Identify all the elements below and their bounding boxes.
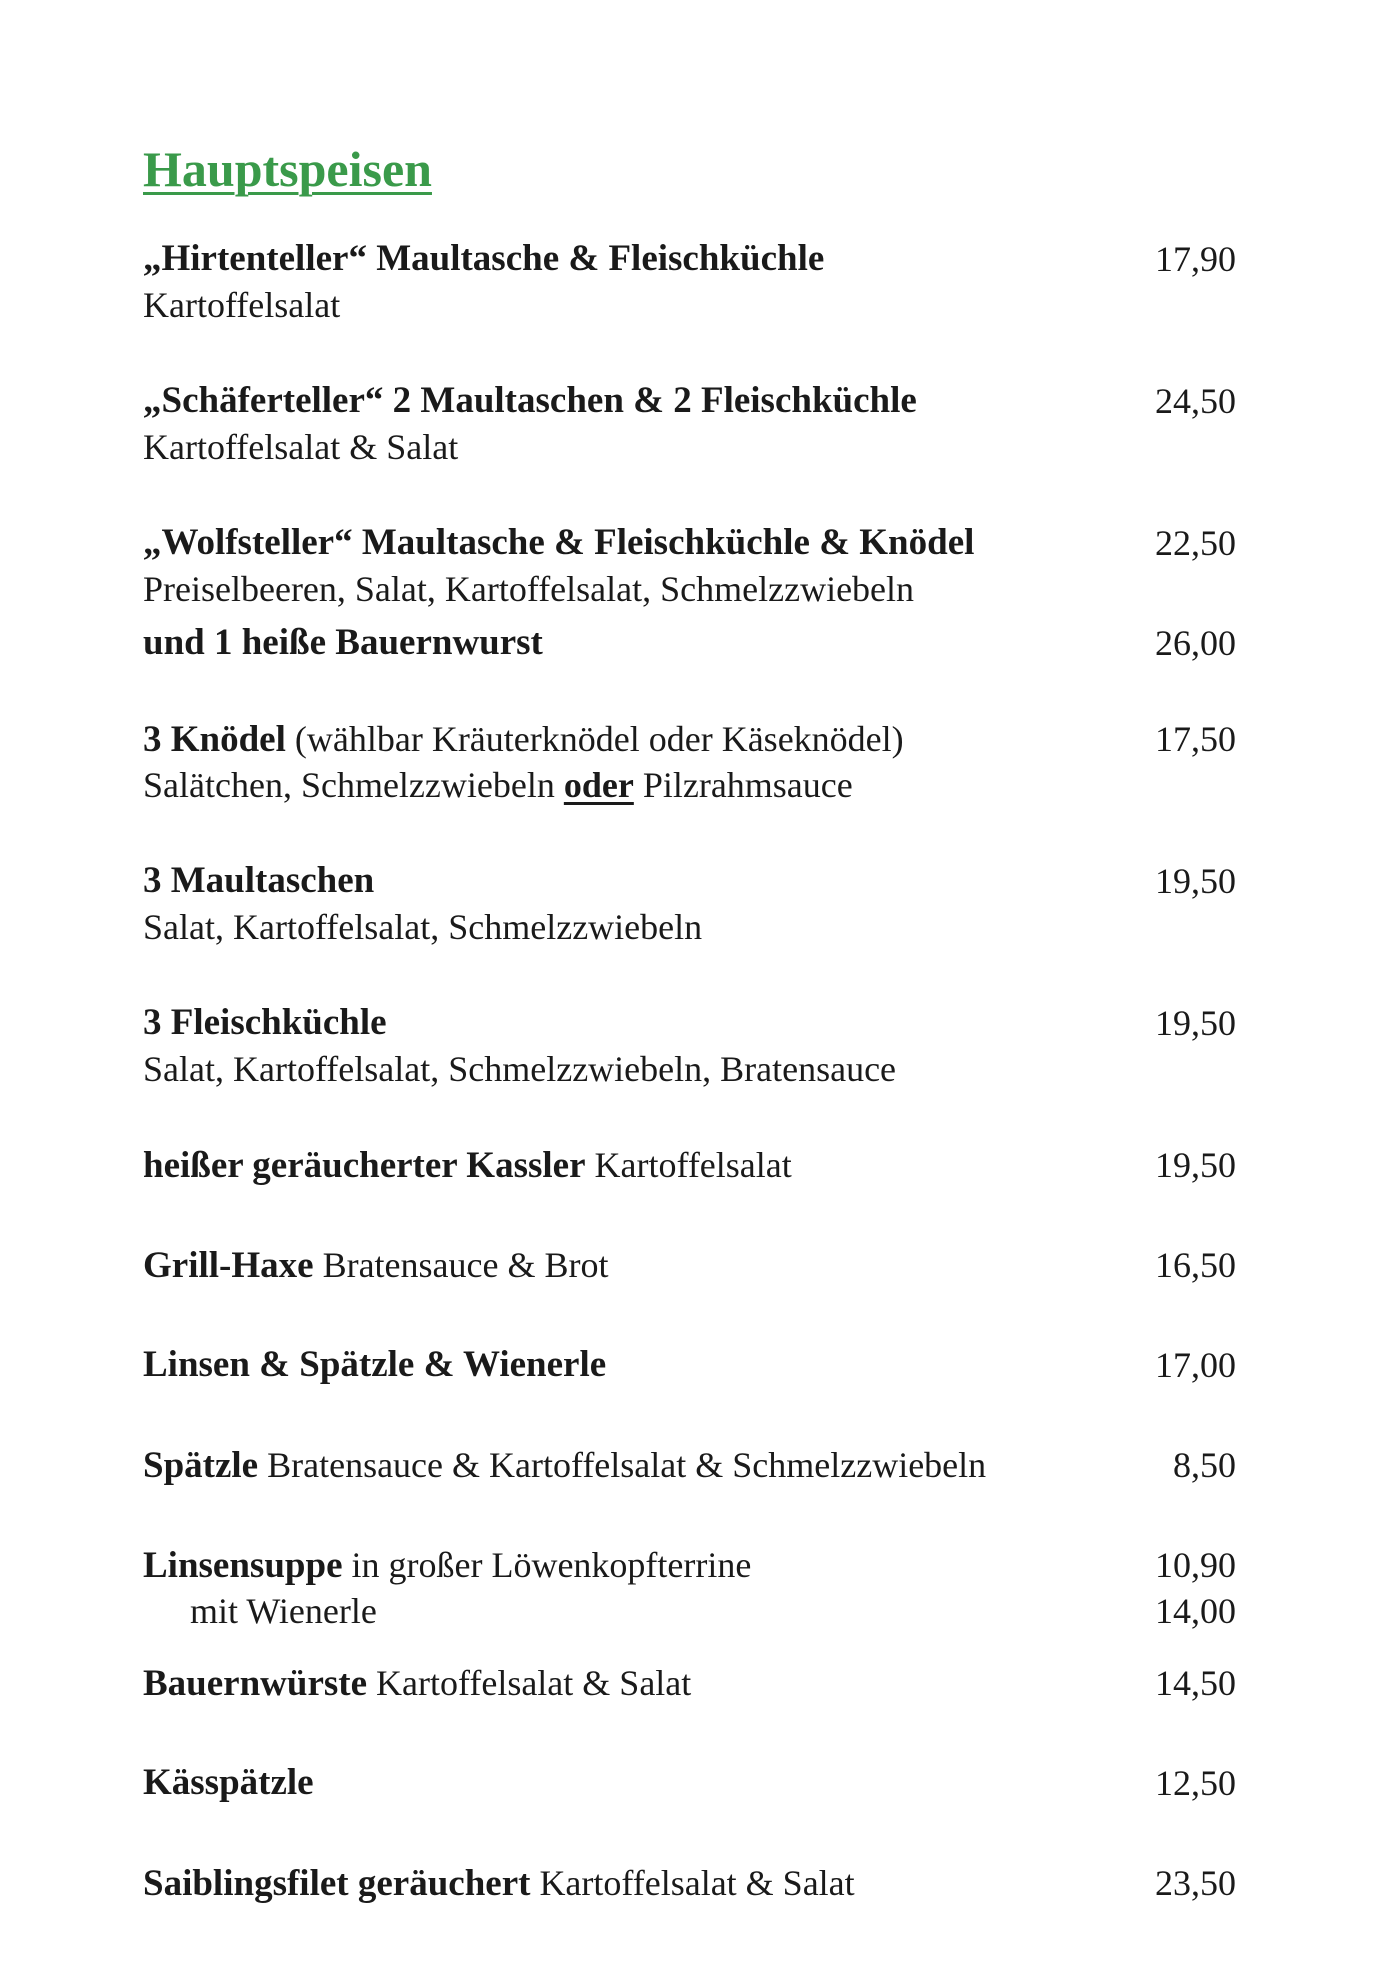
item-price: 22,50 (1155, 523, 1236, 563)
item-price: 8,50 (1173, 1445, 1236, 1485)
item-note: Bratensauce & Kartoffelsalat & Schmelzzwiebeln (258, 1445, 987, 1485)
menu-page: Hauptspeisen „Hirtenteller“ Maultasche & Fleischküchle 17,90 Kartoffelsalat „Schäferteller“ 2 Maultaschen & 2 Fleischküchle 24,50 Kartoffelsalat & Salat „Wolfsteller“ Maultasche & Fleischküchle & Knödel 22,50 Preiselbeeren, Salat, Kartoffelsalat, Schmelzzwiebeln und 1 heiße Bauernwurst 26,00 3 Knödel (wählbar Kräuterknödel oder Käseknödel) 17,50 Salätchen, Schmelzzwiebeln oder Pilzrahmsauce 3 Maultaschen 19,50 Salat, Kartoffelsalat, Schmelzzwiebeln 3 Fleischküchle 19,50 Salat, Kartoffelsalat, Schmelzzwiebeln, Bratensauce heißer geräucherter Kassler Kartoffelsalat 19,50 Grill-Haxe Bratensauce & Brot 16,50 Linsen & Spätzle & Wienerle 17,00 Spätzle Bratensauce & Kartoffelsalat & Schmelzzwiebeln 8,50 Linsensuppe in großer Löwenkopfterrine 10,90 mit Wienerle 14,00 Bauernwürste Kartoffelsalat & Salat 14,50 Kässpätzle 12,50 Saiblingsfilet geräuchert Kartoffelsalat & Salat 23,50 (143, 141, 1236, 1904)
item-name: Linsen & Spätzle & Wienerle (143, 1344, 607, 1385)
item-price: 26,00 (1155, 623, 1236, 663)
item-price: 10,90 (1155, 1545, 1236, 1585)
item-price: 17,90 (1155, 239, 1236, 279)
item-note: Kartoffelsalat (585, 1145, 792, 1185)
item-note: Kartoffelsalat & Salat (530, 1863, 855, 1903)
item-name: „Schäferteller“ 2 Maultaschen & 2 Fleischküchle (143, 380, 917, 421)
item-name: Kässpätzle (143, 1762, 314, 1803)
item-price: 24,50 (1155, 381, 1236, 421)
item-note: Kartoffelsalat & Salat (367, 1663, 692, 1703)
item-price: 19,50 (1155, 1003, 1236, 1043)
item-name: 3 Maultaschen (143, 860, 375, 901)
item-note: in großer Löwenkopfterrine (342, 1545, 752, 1585)
item-price: 14,50 (1155, 1663, 1236, 1703)
item-name: Linsensuppe (143, 1545, 343, 1586)
item-name: Spätzle (143, 1445, 259, 1486)
item-price: 23,50 (1155, 1863, 1236, 1903)
item-price: 14,00 (1155, 1591, 1236, 1631)
item-name: Saiblingsfilet geräuchert (143, 1863, 531, 1904)
item-name: „Hirtenteller“ Maultasche & Fleischküchle (143, 238, 825, 279)
item-name: „Wolfsteller“ Maultasche & Fleischküchle & Knödel (143, 522, 975, 563)
item-name: heißer geräucherter Kassler (143, 1145, 586, 1186)
item-price: 16,50 (1155, 1245, 1236, 1285)
item-name: 3 Fleischküchle (143, 1002, 387, 1043)
item-price: 19,50 (1155, 861, 1236, 901)
item-price: 17,50 (1155, 719, 1236, 759)
item-price: 19,50 (1155, 1145, 1236, 1185)
or-emphasis: oder (563, 765, 634, 805)
item-price: 17,00 (1155, 1345, 1236, 1385)
item-note: Bratensauce & Brot (313, 1245, 609, 1285)
item-name: Bauernwürste (143, 1663, 368, 1704)
item-price: 12,50 (1155, 1763, 1236, 1803)
item-name: 3 Knödel (143, 719, 286, 760)
item-name: Grill-Haxe (143, 1245, 314, 1286)
item-note: (wählbar Kräuterknödel oder Käseknödel) (285, 719, 904, 759)
page-title: Hauptspeisen (143, 141, 432, 197)
